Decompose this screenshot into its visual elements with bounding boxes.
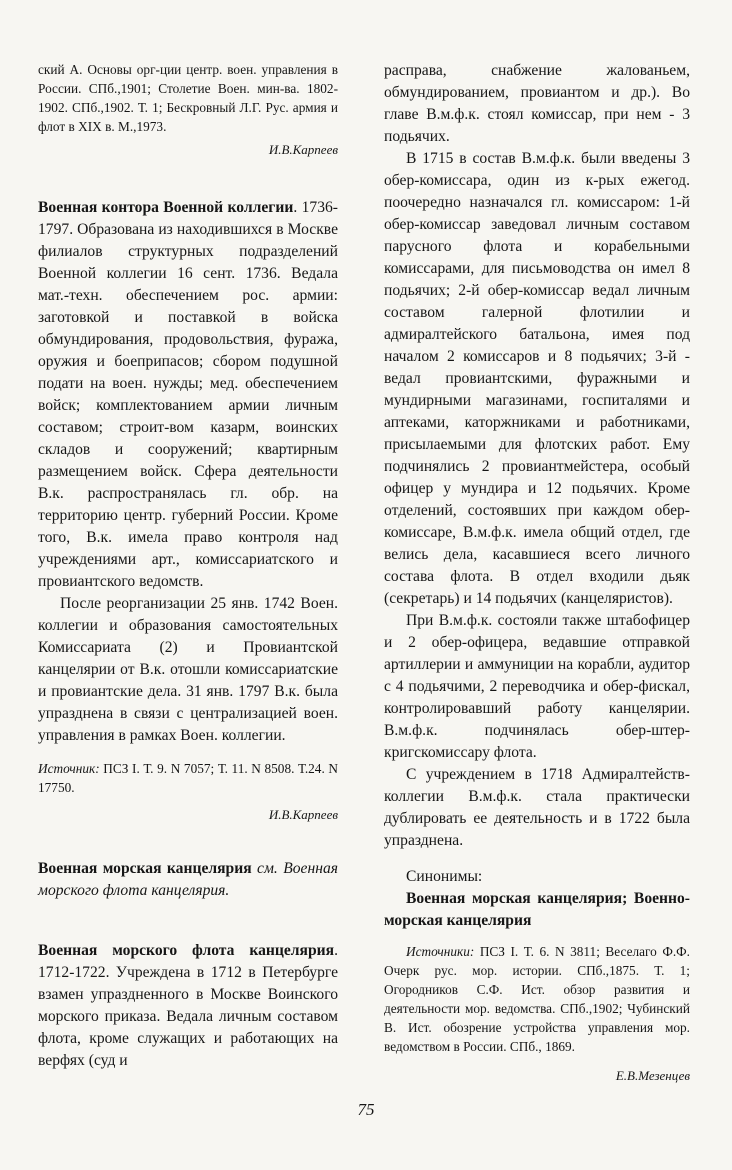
- entry-title: Военная контора Военной коллегии: [38, 199, 294, 216]
- entry-title: Военная морского флота канцелярия: [38, 942, 335, 959]
- entry-voennaya-morskaya-kantselyariya: [38, 858, 338, 902]
- cross-reference: см. Военная морского флота канцелярия.: [38, 860, 338, 899]
- author-signature: И.В.Карпеев: [268, 142, 338, 157]
- previous-entry-bibliography: ский А. Основы орг-ции центр. воен. управления в России. СПб.,1901; Столетие Воен. мин-ва. 1802-1902. СПб.,1902. Т. 1; Бескровный Л.Г. Рус. армия и флот в XIX в. М.,1973.: [38, 62, 338, 134]
- author-signature: Е.В.Мезенцев: [615, 1068, 690, 1083]
- synonyms-terms: Военная морская канцелярия; Военно-морская канцелярия: [384, 890, 690, 929]
- source-label: Источник:: [38, 761, 100, 776]
- source-text: ПСЗ I. Т. 9. N 7057; Т. 11. N 8508. Т.24. N 17750.: [38, 761, 338, 795]
- synonyms-label: Синонимы:: [406, 868, 483, 885]
- entry-paragraph: расправа, снабжение жалованьем, обмундированием, провиантом и др.). Во главе В.м.ф.к. стоял комиссар, при нем - 3 подьячих.: [384, 62, 690, 145]
- entry-text: . 1712-1722. Учреждена в 1712 в Петербурге взамен упраздненного в Москве Воинского морского приказа. Ведала личным составом флота, кроме служащих и работающих на верфях (суд и: [38, 942, 338, 1069]
- entry-paragraph: При В.м.ф.к. состояли также штабофицер и 2 обер-офицера, ведавшие отправкой артиллерии и аммуниции на корабли, аудитор с 4 подьячими, 2 переводчика и обер-фискал, контролировавший работу канцелярии. В.м.ф.к. подчинялась обер-штер-кригскомиссару флота.: [384, 612, 690, 761]
- entry-text: . 1736-1797. Образована из находившихся в Москве филиалов структурных подразделений Военной коллегии 16 сент. 1736. Ведала мат.-техн. обеспечением рос. армии: заготовкой и поставкой в войска обмундирования, продовольствия, фуража, оружия и боеприпасов; сбором подушной подати на воен. нужды; мед. обеспечением войск; комплектованием армии личным составом; строит-вом казарм, воинских складов и сооружений; квартирным размещением войск. Сфера деятельности В.к. распространялась гл. обр. на территорию центр. губерний России. Кроме того, В.к. имела право контроля над учреждениями арт., комиссариатского и провиантского ведомств.: [38, 199, 338, 590]
- entry-voennaya-kontora: [38, 197, 338, 824]
- left-column: [38, 60, 338, 1072]
- entry-paragraph: В 1715 в состав В.м.ф.к. были введены 3 обер-комиссара, один из к-рых ежегод. поочередно назначался гл. комиссаром: 1-й обер-комиссар заведовал личным составом парусного флота и корабельными комиссарами, для письмоводства он имел 8 подьячих; 2-й обер-комиссар ведал личным составом галерной флотилии и адмиралтейского батальона, имея под началом 2 комиссаров и 8 подьячих; 3-й - ведал провиантскими, фуражными и мундирными магазинами, госпиталями и аптеками, каторжниками и работниками, присылаемыми для флотских работ. Ему подчинялись 2 провиантмейстера, особый офицер у мундира и 12 подьячих. Кроме отделений, состоявших при каждом обер-комиссаре, В.м.ф.к. имела общий отдел, где велись дела, касавшиеся всего личного состава флота. В отдел входили дьяк (секретарь) и 14 подьячих (канцеляристов).: [384, 150, 690, 607]
- sources-text: ПСЗ I. Т. 6. N 3811; Веселаго Ф.Ф. Очерк рус. мор. истории. СПб.,1875. Т. 1; Огородников С.Ф. Ист. обзор развития и деятельности мор. ведомства. СПб.,1902; Чубинский В. Ист. обозрение устройства управления мор. ведомством в России. СПб., 1869.: [384, 944, 690, 1054]
- entry-paragraph: После реорганизации 25 янв. 1742 Воен. коллегии и образования самостоятельных Комиссариата (2) и Провиантской канцелярии от В.к. отошли комиссариатские и провиантские дела. 31 янв. 1797 В.к. была упразднена в связи с централизацией воен. управления в рамках Воен. коллегии.: [38, 595, 338, 744]
- author-signature: И.В.Карпеев: [268, 807, 338, 822]
- page-number: 75: [357, 1100, 375, 1119]
- entry-voennaya-morskogo-flota: [38, 940, 338, 1072]
- entry-title: Военная морская канцелярия: [38, 860, 252, 877]
- sources-label: Источники:: [406, 944, 475, 959]
- entry-paragraph: С учреждением в 1718 Адмиралтейств-коллегии В.м.ф.к. стала практически дублировать ее деятельность и в 1722 была упразднена.: [384, 766, 690, 849]
- right-column: [384, 60, 690, 1085]
